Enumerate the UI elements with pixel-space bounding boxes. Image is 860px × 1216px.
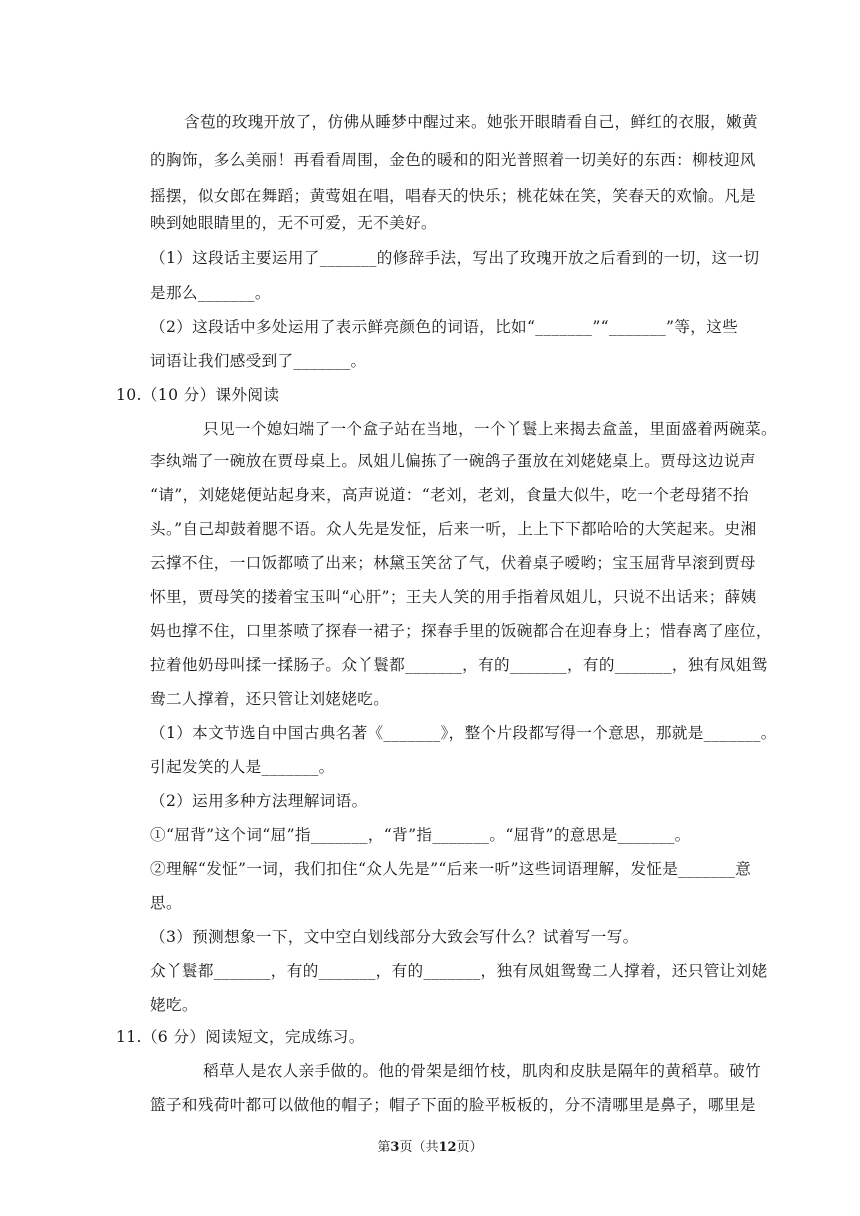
question-line: 是那么_______。 <box>150 284 271 302</box>
passage-line: “请”，刘姥姥便站起身来，高声说道：“老刘，老刘，食量大似牛，吃一个老母猪不抬 <box>150 486 749 504</box>
passage-line: 含苞的玫瑰开放了，仿佛从睡梦中醒过来。她张开眼睛看自己，鲜红的衣服，嫩黄 <box>184 113 758 131</box>
passage-line: 头。”自己却鼓着腮不语。众人先是发怔，后来一听，上上下下都哈哈的大笑起来。史湘 <box>150 520 757 538</box>
question-line: 词语让我们感受到了_______。 <box>150 352 367 370</box>
passage-line: 拉着他奶母叫揉一揉肠子。众丫鬟都_______，有的_______，有的_______，独有凤姐鸳 <box>150 656 768 674</box>
footer-total-pages: 12 <box>438 1140 457 1155</box>
question-line: ②理解“发怔”一词，我们扣住“众人先是”“后来一听”这些词语理解，发怔是_______意 <box>150 860 752 878</box>
question-line: 思。 <box>150 894 182 912</box>
footer-prefix: 第 <box>377 1140 391 1155</box>
question-line: ①“屈背”这个词“屈”指_______，“背”指_______。“屈背”的意思是_______。 <box>150 826 691 844</box>
passage-line: 稻草人是农人亲手做的。他的骨架是细竹枝，肌肉和皮肤是隔年的黄稻草。破竹 <box>203 1062 762 1080</box>
question-line: （1）本文节选自中国古典名著《_______》，整个片段都写得一个意思，那就是_______。 <box>150 724 777 742</box>
passage-line: 妈也撑不住，口里茶喷了探春一裙子；探春手里的饭碗都合在迎春身上；惜春离了座位， <box>150 622 772 640</box>
passage-line: 映到她眼睛里的，无不可爱，无不美好。 <box>150 214 437 232</box>
footer-page-number: 3 <box>390 1140 400 1155</box>
question-line: 引起发笑的人是_______。 <box>150 758 335 776</box>
passage-line: 摇摆，似女郎在舞蹈；黄莺姐在唱，唱春天的快乐；桃花妹在笑，笑春天的欢愉。凡是 <box>150 187 756 205</box>
question-line: （2）运用多种方法理解词语。 <box>150 792 368 810</box>
passage-line: 只见一个媳妇端了一个盒子站在当地，一个丫鬟上来揭去盒盖，里面盛着两碗菜。 <box>203 420 777 438</box>
question-line: （2）这段话中多处运用了表示鲜亮颜色的词语，比如“_______”“_______”等，这些 <box>150 318 739 336</box>
passage-line: 云撑不住，一口饭都喷了出来；林黛玉笑岔了气，伏着桌子嗳哟；宝玉屈背早滚到贾母 <box>150 554 756 572</box>
question-heading: 11.（6 分）阅读短文，完成练习。 <box>116 1028 365 1046</box>
passage-line: 的胸饰，多么美丽！再看看周围，金色的暖和的阳光普照着一切美好的东西：柳枝迎风 <box>150 151 756 169</box>
answer-line: 众丫鬟都_______，有的_______，有的_______，独有凤姐鸳鸯二人撑着，还只管让刘姥 <box>150 962 768 980</box>
footer-suffix: 页） <box>456 1140 483 1155</box>
passage-line: 篮子和残荷叶都可以做他的帽子；帽子下面的脸平板板的，分不清哪里是鼻子，哪里是 <box>150 1096 756 1114</box>
question-line: （1）这段话主要运用了_______的修辞手法，写出了玫瑰开放之后看到的一切，这一切 <box>150 249 760 267</box>
passage-line: 鸯二人撑着，还只管让刘姥姥吃。 <box>150 690 390 708</box>
passage-line: 怀里，贾母笑的搂着宝玉叫“心肝”；王夫人笑的用手指着凤姐儿，只说不出话来；薛姨 <box>150 588 757 606</box>
question-heading: 10.（10 分）课外阅读 <box>116 386 280 404</box>
page-footer <box>0 1140 860 1156</box>
question-line: （3）预测想象一下，文中空白划线部分大致会写什么？试着写一写。 <box>150 928 639 946</box>
answer-line: 姥吃。 <box>150 996 198 1014</box>
passage-line: 李纨端了一碗放在贾母桌上。凤姐儿偏拣了一碗鸽子蛋放在刘姥姥桌上。贾母这边说声 <box>150 452 756 470</box>
footer-middle: 页（共 <box>399 1140 439 1155</box>
